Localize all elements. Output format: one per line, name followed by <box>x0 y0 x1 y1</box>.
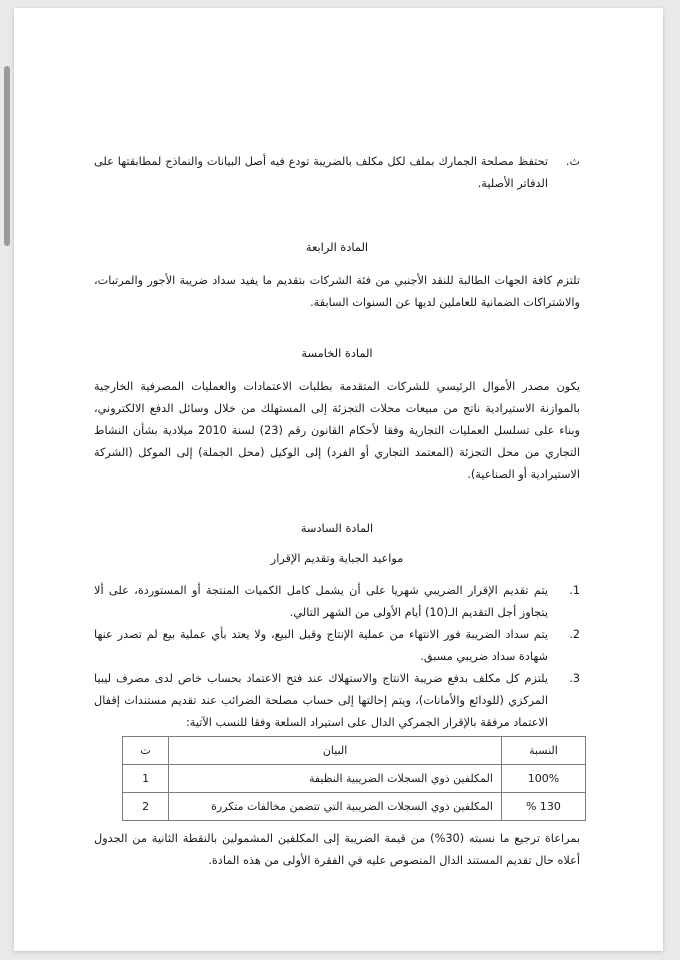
table-row <box>123 765 586 793</box>
clause-tha <box>94 151 580 195</box>
column-header-rate: النسبة <box>501 737 585 765</box>
article-four-heading: المادة الرابعة <box>305 240 369 254</box>
table-row <box>123 793 586 821</box>
clause-tha-text: تحتفظ مصلحة الجمارك بملف لكل مكلف بالضريبة تودع فيه أصل البيانات والنماذج لمطابقتها على الدفاتر الأصلية. <box>94 155 548 191</box>
cell-index: 1 <box>123 765 169 793</box>
article-six-subheading: مواعيد الجباية وتقديم الإقرار <box>270 552 404 565</box>
closing-paragraph: بمراعاة ترجيع ما نسبته (30%) من قيمة الضريبة إلى المكلفين المشمولين بالنقطة الثانية من الجدول أعلاه حال تقديم المستند الدال المنصوص عليه في الفقرة الأولى من هذه المادة. <box>94 832 580 868</box>
list-item-text: يلتزم كل مكلف بدفع ضريبة الانتاج والاستهلاك عند فتح الاعتماد بحساب خاص لدى مصرف ليبيا المركزي (للودائع والأمانات)، ويتم إحالتها إلى حساب مصلحة الضرائب عند تقديم مستندات إقفال الاعتماد مرفقة بالإقرار الجمركي الدال على استيراد السلعة وفقا للنسب الآتية: <box>94 672 548 730</box>
cell-description: المكلفين ذوي السجلات الضريبية النظيفة <box>169 765 502 793</box>
tax-rates-table <box>122 736 586 821</box>
cell-description: المكلفين ذوي السجلات الضريبية التي تتضمن مخالفات متكررة <box>169 793 502 821</box>
article-six-item-3 <box>94 668 580 734</box>
article-six-heading: المادة السادسة <box>300 521 374 535</box>
vertical-scrollbar-track[interactable] <box>0 0 14 960</box>
document-page <box>14 8 663 951</box>
article-six-item-1 <box>94 580 580 624</box>
article-six-item-2 <box>94 624 580 668</box>
article-four-paragraph: تلتزم كافة الجهات الطالبة للنقد الأجنبي من فئة الشركات بتقديم ما يفيد سداد ضريبة الأجور والمرتبات، والاشتراكات الضمانية للعاملين لديها عن السنوات السابقة. <box>94 274 580 310</box>
list-item-marker: 1. <box>569 584 580 597</box>
cell-rate: 130 % <box>501 793 585 821</box>
article-five-heading: المادة الخامسة <box>301 346 373 360</box>
column-header-index: ت <box>123 737 169 765</box>
table-body <box>123 765 586 821</box>
cell-index: 2 <box>123 793 169 821</box>
table-header-row <box>123 737 586 765</box>
column-header-description: البيان <box>169 737 502 765</box>
list-item-text: يتم سداد الضريبة فور الانتهاء من عملية الإنتاج وقبل البيع، ولا يعتد بأي عملية بيع لم تصدر عنها شهادة سداد ضريبي مسبق. <box>94 628 548 664</box>
clause-tha-marker: ث. <box>565 155 580 168</box>
list-item-text: يتم تقديم الإقرار الضريبي شهريا على أن يشمل كامل الكميات المنتجة أو المستوردة، على ألا يتجاوز أجل التقديم الـ(10) أيام الأولى من الشهر التالي. <box>94 584 548 620</box>
table-header <box>123 737 586 765</box>
vertical-scrollbar-thumb[interactable] <box>4 66 10 246</box>
list-item-marker: 2. <box>569 628 580 641</box>
cell-rate: 100% <box>501 765 585 793</box>
article-five-paragraph: يكون مصدر الأموال الرئيسي للشركات المتقدمة بطلبات الاعتمادات والعمليات المصرفية الخارجية بالموازنة الاستيرادية ناتج من مبيعات محلات التجزئة إلى المستهلك من خلال وسائل الدفع الالكتروني، وبناء على تسلسل العمليات التجارية وفقا لأحكام القانون رقم (23) لسنة 2010 ميلادية بشأن النشاط التجاري من محل التجزئة (المعتمد التجاري أو الفرد) إلى الوكيل (محل الجملة) إلى الموكل (الشركة الاستيرادية أو الصناعية). <box>94 380 581 482</box>
list-item-marker: 3. <box>569 672 580 685</box>
